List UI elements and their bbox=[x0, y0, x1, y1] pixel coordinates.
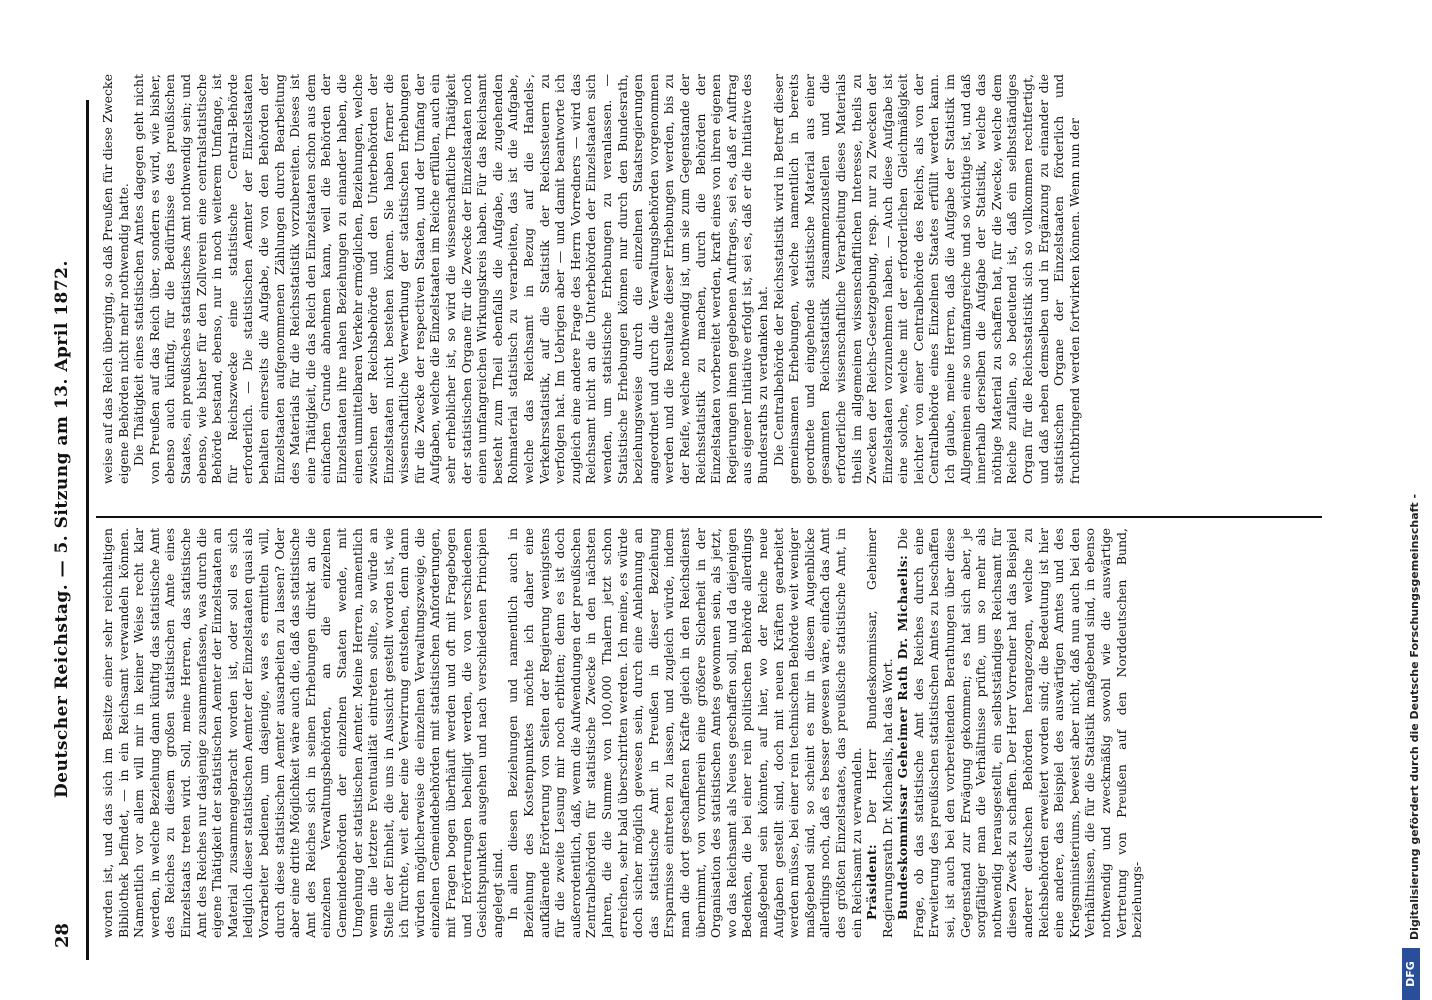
paragraph bbox=[505, 528, 864, 938]
speaker-name: Bundeskommissar Geheimer Rath Dr. Michaelis: bbox=[895, 554, 911, 920]
paragraph bbox=[771, 74, 1083, 484]
paragraph-text: In allen diesen Beziehungen und namentlich auch in Beziehung des Kostenpunktes möchte ich daher eine aufklärende Erörterung von Seiten der Regierung wenigstens für die zweite Lesung mir noch erbitten; denn es ist doch außerordentlich, daß, wenn die Aufwendungen der preußischen Zentralbehörden für statistische Zwecke in den nächsten Jahren, die die Summe von 100,000 Thalern jetzt schon erreichen, sehr bald überschritten werden. Ich meine, es würde doch sicher möglich gewesen sein, durch eine Anlehnung an das statistische Amt in Preußen in dieser Beziehung Ersparnisse eintreten zu lassen, und zugleich würde, indem man die dort geschaffenen Kräfte gleich in den Reichsdienst übernimmt, von vornherein eine größere Sicherheit in der Organisation des statistischen Amtes gewonnen sein, als jetzt, wo das Reichsamt als Neues geschaffen soll, und da diejenigen Bedenken, die bei einer rein politischen Behörde allerdings maßgebend sein könnten, auf hier, wo der Reiche neue Aufgaben gestellt sind, doch mit neuen Kräften gearbeitet werden müsse, bei einer rein technischen Behörde weit weniger maßgebend sind, so scheint es mir in diesem Augenblicke allerdings noch, daß es besser gewesen wäre, einfach das Amt des größten Einzelstaates, das preußische statistische Amt, in ein Reichsamt zu verwandeln. bbox=[505, 528, 864, 938]
paragraph-text: worden ist, und das sich im Besitze einer sehr reichhaltigen Bibliothek befindet, — in ein Reichsamt verwandeln können. Namentlich vor allem will mir in keiner Weise recht klar werden, in welche Beziehung dann künftig das statistische Amt des Reiches zu diesem großen statistischen Amte eines Einzelstaats treten wird. Soll, meine Herren, das statistische Amt des Reiches nur dasjenige zusammenfassen, was durch die eigene Thätigkeit der statistischen Aemter der Einzelstaaten an Material zusammengebracht worden ist, oder soll es sich lediglich dieser statistischen Aemter der Einzelstaaten quasi als Vorarbeiter bedienen, um dasjenige, was es ermitteln will, durch diese statistischen Aemter ausarbeiten zu lassen? Oder aber eine dritte Möglichkeit wäre auch die, daß das statistische Amt des Reiches sich in seinen Erhebungen direkt an die einzelnen Verwaltungsbehörden, an die einzelnen Gemeindebehörden der einzelnen Staaten wende, mit Umgehung der statistischen Aemter. Meine Herren, namentlich wenn die letztere Eventualität eintreten sollte, so würde an Stelle der Einheit, die uns in Aussicht gestellt worden ist, wie ich fürchte, weit eher eine Verwirrung entstehen, denn dann würden möglicherweise die einzelnen Verwaltungszweige, die einzelnen Gemeindebehörden mit statistischen Anforderungen, mit Fragen bogen überhäuft werden und oft mit Fragebogen und Erörterungen behelligt werden, die von verschiedenen Gesichtspunkten ausgehen und nach verschiedenen Principien angelegt sind. bbox=[100, 528, 505, 938]
page-header bbox=[52, 110, 82, 948]
left-column bbox=[100, 528, 1330, 938]
right-column bbox=[100, 74, 1330, 484]
running-head: Deutscher Reichstag. — 5. Sitzung am 13. April 1872. bbox=[52, 260, 72, 798]
column-divider bbox=[96, 516, 1322, 518]
digitization-credit: Digitalisierung gefördert durch die Deutsche Forschungsgemeinschaft - bbox=[1408, 493, 1421, 940]
paragraph bbox=[131, 74, 770, 484]
paragraph-text: Die Frage, ob das statistische Amt des Reiches durch eine Erweiterung des preußischen statistischen Amtes zu beschaffen sei, ist auch bei den vorbereitenden Berathungen über diese Gegenstand zur Erwägung gekommen; es hat sich aber, je sorgfältiger man die Verhältnisse prüfte, um so mehr als nothwendig herausgestellt, ein selbstständiges Reichsamt für diesen Zweck zu schaffen. Der Herr Vorredner hat das Beispiel anderer deutschen Behörden herangezogen, welche zu Reichsbehörden erweitert worden sind; die Bedeutung ist hier eine andere, das Beispiel des auswärtigen Amtes und des Kriegsministeriums, beweist aber nicht, daß nun auch bei den Verhältnissen, die für die Statistik maßgebend sind, in ebenso nothwendig und zweckmäßig sowohl wie die auswärtige Vertretung von Preußen auf den Norddeutschen Bund, beziehungs- bbox=[895, 528, 1145, 938]
paragraph-text: Die Thätigkeit eines statistischen Amtes dagegen geht nicht von Preußen auf das Reich über, sondern es wird, wie bisher, ebenso auch künftig, für die Bedürfnisse des preußischen Staates, ein preußisches statistisches Amt nothwendig sein; und ebenso, wie bisher für den Zollverein eine centralstatistische Behörde bestand, ebenso, nur in noch weiterem Umfange, ist für Reichszwecke eine statistische Central-Behörde erforderlich. — Die statistischen Aemter der Einzelstaaten behalten einerseits die Aufgabe, die von den Behörden der Einzelstaaten aufgenommenen Zählungen durch Bearbeitung des Materials für die Reichsstatistik vorzubereiten. Dieses ist eine Thätigkeit, die das Reich den Einzelstaaten schon aus dem einfachen Grunde abnehmen kann, weil die Behörden der Einzelstaaten ihre nahen Beziehungen zu einander haben, die einen unmittelbaren Verkehr ermöglichen, Beziehungen, welche zwischen der Reichsbehörde und den Unterbehörden der Einzelstaaten nicht bestehen können. Sie haben ferner die wissenschaftliche Verwerthung der statistischen Erhebungen für die Zwecke der respectiven Staaten, und der Umfang der Aufgaben, welche die Einzelstaaten im Reiche erfüllen, auch ein sehr erheblicher ist, so wird die wissenschaftliche Thätigkeit der statistischen Organe für die Zwecke der Einzelstaaten noch einen umfangreichen Wirkungskreis haben. Für das Reichsamt besteht zum Theil ebenfalls die Aufgabe, die zugehenden Rohmaterial statistisch zu verarbeiten, das ist die Aufgabe, welche das Reichsamt in Bezug auf die Handels-, Verkehrsstatistik, auf die Statistik der Reichssteuern zu verfolgen hat. Im Uebrigen aber — und damit beantworte ich zugleich eine andere Frage des Herrn Vorredners — wird das Reichsamt nicht an die Unterbehörden der Einzelstaaten sich wenden, um statistische Erhebungen zu veranlassen. — Statistische Erhebungen können nur durch den Bundesrath, beziehungsweise durch die einzelnen Staatsregierungen angeordnet und durch die Verwaltungsbehörden vorgenommen werden und die Resultate dieser Erhebungen werden, bis zu der Reife, welche nothwendig ist, um sie zum Gegenstande der Reichsstatistik zu machen, durch die Behörden der Einzelstaaten vorbereitet werden, kraft eines von ihren eigenen Regierungen ihnen gegebenen Auftrages, sei es, daß er Auftrag aus eigener Initiative erfolgt ist, sei es, daß er die Initiative des Bundesraths zu verdanken hat. bbox=[131, 74, 770, 484]
paragraph-text: weise auf das Reich überging, so daß Preußen für diese Zwecke eigene Behörden nicht mehr nothwendig hatte. bbox=[100, 74, 131, 484]
paragraph-text: Der Herr Bundeskommissar, Geheimer Regierungsrath Dr. Michaelis, hat das Wort. bbox=[864, 528, 895, 938]
paragraph bbox=[864, 528, 895, 938]
speaker-name: Präsident: bbox=[864, 843, 880, 920]
paragraph bbox=[895, 528, 1145, 938]
paragraph bbox=[100, 528, 505, 938]
paragraph bbox=[100, 74, 131, 484]
header-rule bbox=[86, 100, 89, 960]
dfg-logo: DFG bbox=[1402, 948, 1420, 1000]
page-number: 28 bbox=[52, 922, 73, 948]
paragraph-text: Die Centralbehörde der Reichsstatistik wird in Betreff dieser gemeinsamen Erhebungen, welche namentlich in bereits geordnete und eingehende statistische Material aus einer gesammten Reichsstatistik zusammenzustellen und die erforderliche wissenschaftliche Verarbeitung dieses Materials theils im allgemeinen wissenschaftlichen Interesse, theils zu Zwecken der Reichs-Gesetzgebung, resp. nur zu Zwecken der Einzelstaaten vorzunehmen haben. — Auch diese Aufgabe ist eine solche, welche mit der erforderlichen Gleichmäßigkeit leichter von einer Centralbehörde des Reichs, als von der Centralbehörde eines Einzelnen Staates erfüllt werden kann. Ich glaube, meine Herren, daß die Aufgabe der Statistik im Allgemeinen eine so umfangreiche und so wichtige ist, und daß innerhalb derselben die Aufgabe der Statistik, welche das nöthige Material zu schaffen hat, für die Zwecke, welche dem Reiche zufallen, so bedeutend ist, daß ein selbstständiges Organ für die Reichsstatistik sich so vollkommen rechtfertigt, und daß neben demselben und in Ergänzung zu einander die statistischen Organe der Einzelstaaten förderlich und fruchtbringend werden fortwirken können. Wenn nun der bbox=[770, 74, 1082, 484]
